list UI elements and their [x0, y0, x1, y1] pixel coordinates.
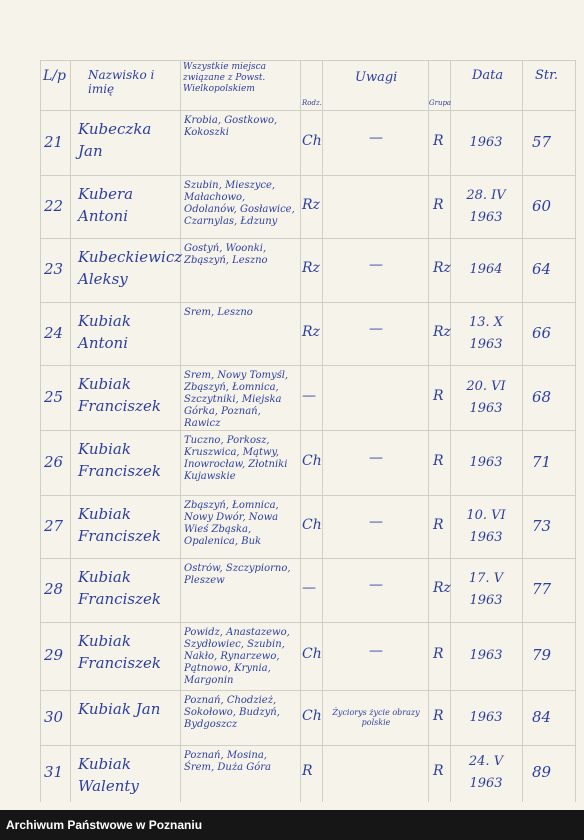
row-code: Ch: [302, 516, 322, 533]
row-places: Zbąszyń, Łomnica, Nowy Dwór, Nowa Wieś Zbąska, Opalenica, Buk: [184, 500, 279, 547]
row-page: 79: [532, 646, 552, 664]
row-name: Kubiak Franciszek: [78, 568, 161, 608]
row-group: R: [433, 762, 444, 779]
row-number: 23: [44, 260, 64, 278]
row-name: Kubera Antoni: [78, 185, 134, 225]
header-page: Str.: [535, 68, 559, 83]
row-number: 25: [44, 387, 64, 406]
row-date: 20. VI 1963: [466, 378, 506, 416]
row-number: 29: [44, 646, 64, 664]
row-name: Kubiak Franciszek: [78, 632, 161, 672]
row-group: R: [433, 387, 444, 404]
row-name: Kubiak Antoni: [78, 312, 131, 352]
row-number: 26: [44, 452, 64, 471]
row-places: Krobia, Gostkowo, Kokoszki: [184, 115, 278, 138]
header-lp: L/p: [43, 68, 66, 84]
row-code: Rz: [302, 323, 320, 340]
header-remarks: Uwagi: [355, 70, 398, 85]
row-date: 1964: [469, 262, 503, 277]
row-page: 68: [532, 387, 552, 406]
row-remarks: —: [369, 577, 383, 593]
header-name: Nazwisko i imię: [88, 68, 155, 96]
row-number: 28: [44, 580, 64, 598]
row-remarks: Życiorys życie obrazy polskie: [332, 707, 420, 727]
row-date: 17. V 1963: [468, 571, 504, 608]
row-number: 27: [44, 516, 64, 535]
row-code: —: [302, 580, 316, 596]
row-number: 30: [44, 707, 64, 726]
row-places: Tuczno, Porkosz, Kruszwica, Mątwy, Inowrocław, Złotniki Kujawskie: [184, 435, 288, 482]
row-page: 84: [532, 707, 552, 726]
row-remarks: —: [369, 449, 383, 466]
row-remarks: —: [369, 643, 383, 659]
row-group: Rz: [433, 260, 451, 276]
row-date: 1963: [469, 709, 503, 725]
row-date: 1963: [469, 454, 503, 470]
grid-line: [40, 110, 576, 111]
grid-line: [40, 302, 576, 303]
row-group: R: [433, 646, 444, 662]
row-date: 24. V 1963: [468, 753, 504, 791]
row-group: R: [433, 707, 444, 724]
header-places-sub-left: Rodz.: [302, 99, 322, 107]
row-remarks: —: [369, 257, 383, 273]
row-code: Rz: [302, 260, 320, 276]
header-date: Data: [472, 68, 504, 83]
row-name: Kubiak Jan: [78, 700, 161, 718]
row-page: 73: [532, 516, 552, 535]
grid-line: [40, 622, 576, 623]
grid-line: [40, 175, 576, 176]
grid-line: [40, 745, 576, 746]
row-places: Ostrów, Szczypiorno, Pleszew: [184, 563, 291, 586]
row-group: Rz: [433, 580, 451, 596]
row-name: Kubiak Walenty: [78, 755, 139, 795]
header-places: Wszystkie miejsca związane z Powst. Wielkopolskiem: [183, 62, 267, 94]
row-code: Ch: [302, 452, 322, 469]
row-remarks: —: [369, 513, 383, 530]
row-remarks: —: [369, 129, 383, 146]
row-name: Kubeczka Jan: [78, 120, 152, 160]
grid-line: [40, 365, 576, 366]
row-places: Poznań, Mosina, Śrem, Duża Góra: [184, 750, 272, 773]
header-places-sub-right: Grupa: [429, 99, 452, 107]
row-number: 21: [44, 132, 64, 151]
row-name: Kubeckiewicz Aleksy: [78, 248, 183, 288]
row-page: 57: [532, 132, 552, 151]
row-page: 77: [532, 580, 552, 598]
row-code: Rz: [302, 196, 320, 213]
grid-line: [40, 495, 576, 496]
row-places: Poznań, Chodzież, Sokołowo, Budzyń, Bydgoszcz: [184, 695, 280, 730]
row-page: 60: [532, 196, 552, 215]
grid-line: [40, 60, 576, 61]
row-group: R: [433, 132, 444, 149]
row-places: Gostyń, Woonki, Zbąszyń, Leszno: [184, 243, 268, 266]
row-places: Szubin, Mieszyce, Małachowo, Odolanów, Gosławice, Czarnylas, Łdzuny: [184, 180, 295, 227]
row-code: Ch: [302, 707, 322, 724]
row-code: —: [302, 387, 316, 404]
row-group: R: [433, 452, 444, 469]
grid-line: [40, 690, 576, 691]
row-page: 71: [532, 452, 552, 471]
row-places: Powidz, Anastazewo, Szydłowiec, Szubin, Nakło, Rynarzewo, Pątnowo, Krynia, Margonin: [184, 627, 290, 686]
row-number: 24: [44, 323, 64, 342]
row-date: 28. IV 1963: [466, 187, 506, 225]
grid-line: [40, 430, 576, 431]
grid-line: [40, 238, 576, 239]
row-page: 64: [532, 260, 552, 278]
row-code: Ch: [302, 646, 322, 662]
row-name: Kubiak Franciszek: [78, 375, 161, 415]
row-date: 13. X 1963: [468, 314, 504, 352]
row-group: Rz: [433, 323, 451, 340]
row-date: 1963: [469, 648, 503, 663]
row-code: Ch: [302, 132, 322, 149]
row-number: 31: [44, 762, 64, 781]
row-page: 89: [532, 762, 552, 781]
row-number: 22: [44, 196, 64, 215]
row-code: R: [302, 762, 313, 779]
grid-line: [40, 558, 576, 559]
row-page: 66: [532, 323, 552, 342]
row-date: 10. VI 1963: [466, 507, 506, 545]
row-group: R: [433, 196, 444, 213]
row-date: 1963: [469, 134, 503, 150]
row-remarks: —: [369, 320, 383, 337]
row-name: Kubiak Franciszek: [78, 505, 161, 545]
row-places: Śrem, Leszno: [184, 307, 253, 318]
row-group: R: [433, 516, 444, 533]
row-places: Śrem, Nowy Tomyśl, Zbąszyń, Łomnica, Szczytniki, Miejska Górka, Poznań, Rawicz: [184, 370, 289, 429]
archive-footer: Archiwum Państwowe w Poznaniu: [0, 810, 584, 840]
row-name: Kubiak Franciszek: [78, 440, 161, 480]
